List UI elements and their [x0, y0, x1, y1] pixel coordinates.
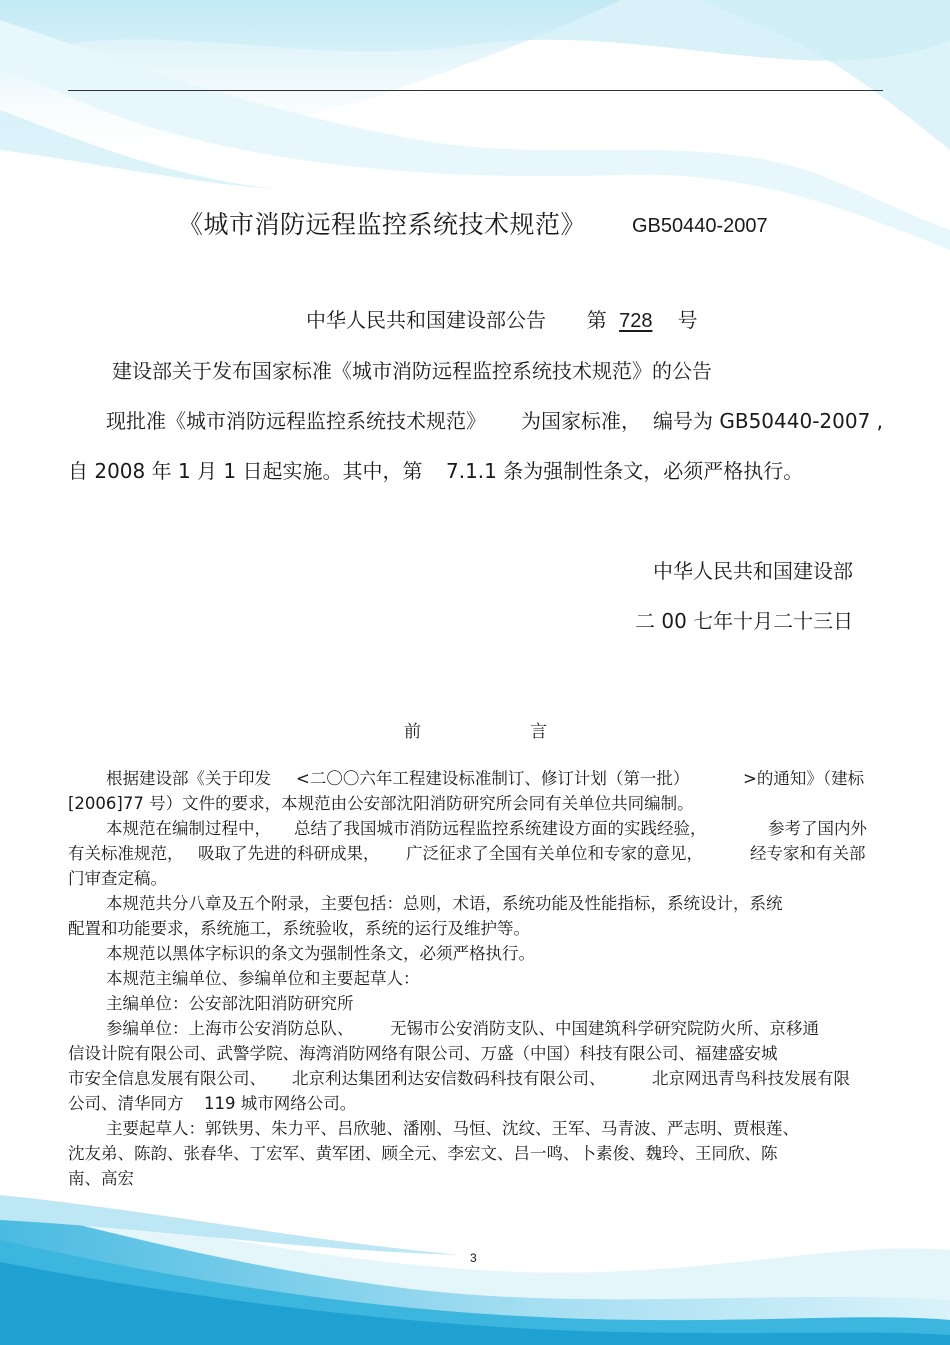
document-title: 《城市消防远程监控系统技术规范》 — [178, 210, 587, 239]
preface-line: 沈友弟、陈韵、张春华、丁宏军、黄军团、顾全元、李宏文、吕一鸣、卜素俊、魏玲、王同欣、陈 — [68, 1144, 778, 1163]
preface-line: 有关标准规范， — [68, 844, 184, 863]
preface-line: 总结了我国城市消防远程监控系统建设方面的实践经验， — [294, 819, 707, 838]
preface-line: <二〇〇六年工程建设标准制订、修订计划（第一批） — [296, 769, 690, 788]
preface-line: 参考了国内外 — [768, 819, 867, 838]
notice-title: 建设部关于发布国家标准《城市消防远程监控系统技术规范》的公告 — [112, 359, 712, 383]
preface-line: 北京利达集团利达安信数码科技有限公司、 — [292, 1069, 606, 1088]
approval-line1-c: 编号为 GB50440-2007 , — [653, 409, 884, 433]
preface-line: 本规范以黑体字标识的条文为强制性条文，必须严格执行。 — [106, 944, 535, 963]
preface-heading-right: 言 — [530, 722, 547, 742]
preface-line: 公司、清华同方 — [68, 1094, 184, 1113]
preface-line: 参编单位：上海市公安消防总队、 — [106, 1019, 354, 1038]
preface-line: 吸取了先进的科研成果， — [198, 844, 380, 863]
approval-line2-a: 自 2008 年 1 月 1 日起实施。其中，第 — [68, 459, 423, 483]
preface-line: 南、高宏 — [68, 1169, 134, 1188]
announcement-line — [306, 304, 697, 333]
preface-line: 主要起草人：郭铁男、朱力平、吕欣驰、潘刚、马恒、沈纹、王军、马青波、严志明、贾根莲、 — [106, 1119, 799, 1138]
preface-line: 信设计院有限公司、武警学院、海湾消防网络有限公司、万盛（中国）科技有限公司、福建盛安城 — [68, 1044, 778, 1063]
issuer: 中华人民共和国建设部 — [653, 559, 853, 583]
preface-line: 经专家和有关部 — [750, 844, 866, 863]
announcement-number: 728 — [619, 310, 653, 332]
preface-line: 无锡市公安消防支队、中国建筑科学研究院防火所、京移通 — [390, 1019, 819, 1038]
preface-line: 本规范主编单位、参编单位和主要起草人： — [106, 969, 420, 988]
issue-date: 二 00 七年十月二十三日 — [635, 609, 854, 633]
preface-line: 根据建设部《关于印发 — [106, 769, 271, 788]
preface-line: 本规范共分八章及五个附录，主要包括：总则，术语，系统功能及性能指标，系统设计，系统 — [106, 894, 783, 913]
preface-line: >的通知》（建标 — [743, 769, 865, 788]
preface-line: 119 城市网络公司。 — [204, 1094, 357, 1113]
announcement-di: 第 — [586, 308, 607, 332]
page-number: 3 — [470, 1251, 477, 1265]
announcement-prefix: 中华人民共和国建设部公告 — [306, 308, 546, 332]
preface-line: 广泛征求了全国有关单位和专家的意见， — [406, 844, 703, 863]
announcement-hao: 号 — [677, 308, 698, 332]
header-rule — [68, 90, 883, 91]
preface-line: 市安全信息发展有限公司、 — [68, 1069, 266, 1088]
preface-line: 配置和功能要求，系统施工，系统验收，系统的运行及维护等。 — [68, 919, 530, 938]
preface-line: 主编单位：公安部沈阳消防研究所 — [106, 994, 354, 1013]
preface-line: 北京网迅青鸟科技发展有限 — [652, 1069, 850, 1088]
approval-line1-a: 现批准《城市消防远程监控系统技术规范》 — [106, 409, 486, 433]
approval-line2-b: 7.1.1 条为强制性条文，必须严格执行。 — [446, 459, 804, 483]
standard-code: GB50440-2007 — [632, 215, 768, 237]
preface-heading-left: 前 — [404, 722, 421, 742]
preface-line: 本规范在编制过程中， — [106, 819, 271, 838]
preface-line: 门审查定稿。 — [68, 869, 167, 888]
approval-line1-b: 为国家标准， — [521, 409, 641, 433]
preface-line: [2006]77 号）文件的要求，本规范由公安部沈阳消防研究所会同有关单位共同编制。 — [68, 794, 694, 813]
